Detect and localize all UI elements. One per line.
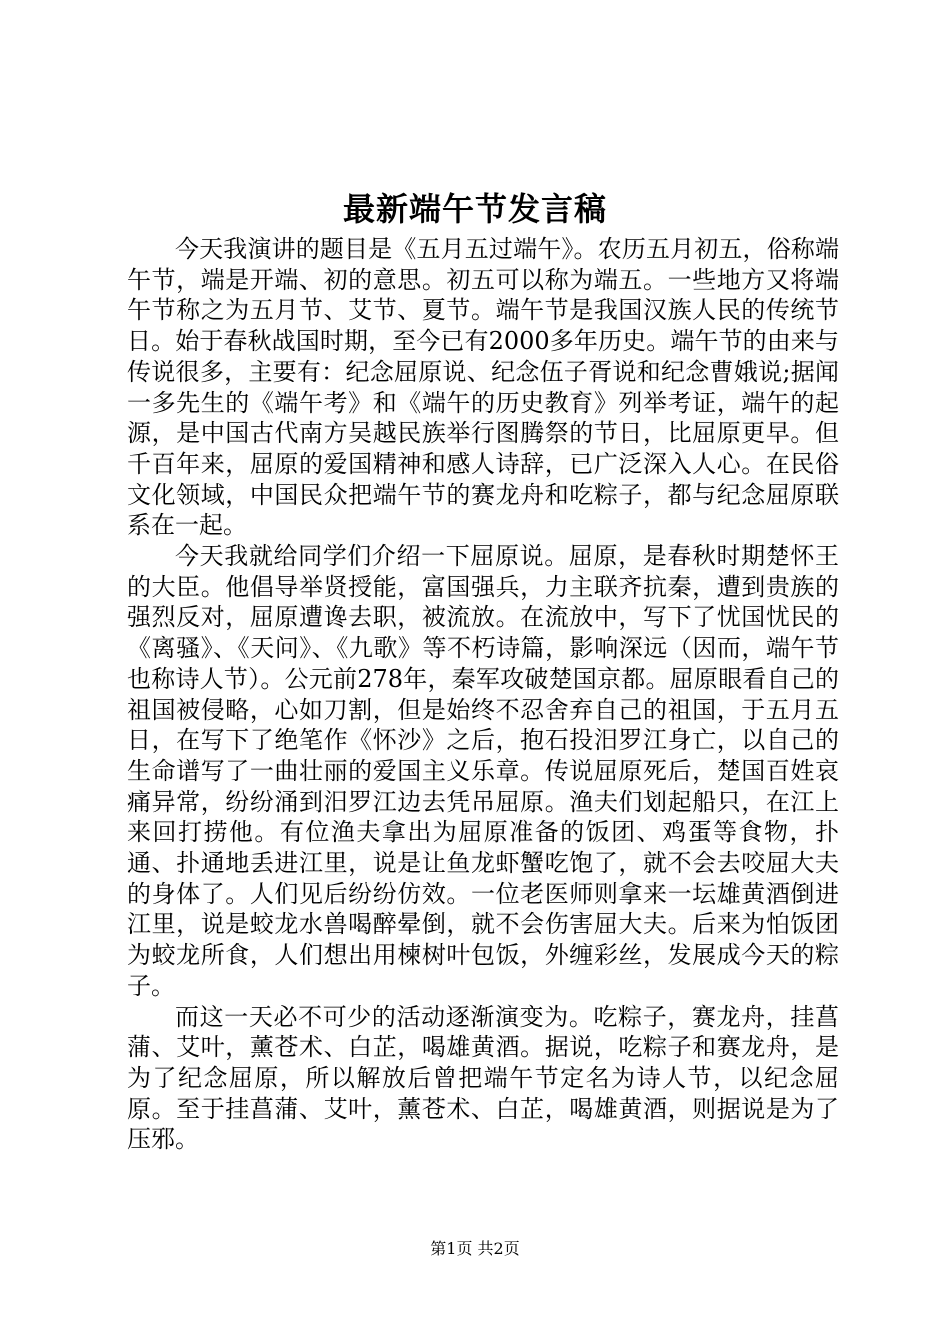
page-title: 最新端午节发言稿 [342,190,607,228]
paragraph-1: 今天我演讲的题目是《五月五过端午》。农历五月初五，俗称端午节，端是开端、初的意思。初五可以称为端五。一些地方又将端午节称之为五月节、艾节、夏节。端午节是我国汉族人民的传统节日。始于春秋战国时期，至今已有2000多年历史。端午节的由来与传说很多，主要有：纪念屈原说、纪念伍子胥说和纪念曹娥说;据闻一多先生的《端午考》和《端午的历史教育》列举考证，端午的起源，是中国古代南方吴越民族举行图腾祭的节日，比屈原更早。但千百年来，屈原的爱国精神和感人诗辞，已广泛深入人心。在民俗文化领域，中国民众把端午节的赛龙舟和吃粽子，都与纪念屈原联系在一起。 [127,235,839,540]
paragraph-2: 今天我就给同学们介绍一下屈原说。屈原，是春秋时期楚怀王的大臣。他倡导举贤授能，富国强兵，力主联齐抗秦，遭到贵族的强烈反对，屈原遭谗去职，被流放。在流放中，写下了忧国忧民的《离骚》、《天问》、《九歌》等不朽诗篇，影响深远（因而，端午节也称诗人节）。公元前278年，秦军攻破楚国京都。屈原眼看自己的祖国被侵略，心如刀割，但是始终不忍舍弃自己的祖国，于五月五日，在写下了绝笔作《怀沙》之后，抱石投汨罗江身亡，以自己的生命谱写了一曲壮丽的爱国主义乐章。传说屈原死后，楚国百姓哀痛异常，纷纷涌到汨罗江边去凭吊屈原。渔夫们划起船只，在江上来回打捞他。有位渔夫拿出为屈原准备的饭团、鸡蛋等食物，扑通、扑通地丢进江里，说是让鱼龙虾蟹吃饱了，就不会去咬屈大夫的身体了。人们见后纷纷仿效。一位老医师则拿来一坛雄黄酒倒进江里，说是蛟龙水兽喝醉晕倒，就不会伤害屈大夫。后来为怕饭团为蛟龙所食，人们想出用楝树叶包饭，外缠彩丝，发展成今天的粽子。 [127,542,839,1000]
document-body [127,234,839,1155]
page-number-footer: 第1页 共2页 [430,1239,520,1258]
paragraph-3: 而这一天必不可少的活动逐渐演变为。吃粽子，赛龙舟，挂菖蒲、艾叶，薰苍术、白芷，喝雄黄酒。据说，吃粽子和赛龙舟，是为了纪念屈原，所以解放后曾把端午节定名为诗人节，以纪念屈原。至于挂菖蒲、艾叶，薰苍术、白芷，喝雄黄酒，则据说是为了压邪。 [127,1002,839,1154]
